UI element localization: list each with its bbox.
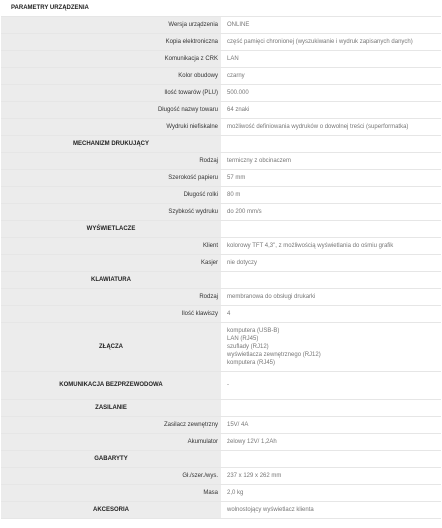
ports-list xyxy=(221,323,441,372)
spec-value: czarny xyxy=(221,68,441,85)
spec-row-kbtype xyxy=(1,289,441,306)
port-item: wyświetlacza zewnętrznego (RJ12) xyxy=(227,352,321,358)
spec-value: 57 mm xyxy=(221,170,441,187)
spec-value: nie dotyczy xyxy=(221,255,441,272)
section-header-params xyxy=(1,0,441,17)
spec-label: Masa xyxy=(1,485,221,502)
spec-row-printtype xyxy=(1,153,441,170)
section-header-power xyxy=(1,400,441,417)
spec-row-rolllen xyxy=(1,187,441,204)
spec-row-mass xyxy=(1,485,441,502)
port-item: szuflady (RJ12) xyxy=(227,344,269,350)
section-header-keyboard xyxy=(1,272,441,289)
section-header-accessories xyxy=(1,502,441,519)
port-item: LAN (RJ45) xyxy=(227,336,259,342)
section-header-wireless xyxy=(1,372,441,400)
spec-label: Wydruki niefiskalne xyxy=(1,119,221,136)
spec-value: - xyxy=(221,372,441,400)
port-item: komputera (RJ45) xyxy=(227,360,276,366)
section-spacer xyxy=(221,136,441,153)
spec-value: do 200 mm/s xyxy=(221,204,441,221)
section-header-display xyxy=(1,221,441,238)
specification-table-wrapper xyxy=(1,0,441,519)
spec-row-keys xyxy=(1,306,441,323)
spec-value: 64 znaki xyxy=(221,102,441,119)
spec-label: Kasjer xyxy=(1,255,221,272)
spec-label: Klient xyxy=(1,238,221,255)
section-title: MECHANIZM DRUKUJĄCY xyxy=(1,136,221,153)
section-header-dims xyxy=(1,451,441,468)
spec-value: membranowa do obsługi drukarki xyxy=(221,289,441,306)
spec-row-printspeed xyxy=(1,204,441,221)
spec-label: Szybkość wydruku xyxy=(1,204,221,221)
port-item: komputera (USB-B) xyxy=(227,328,280,334)
spec-value: część pamięci chronionej (wyszukiwanie i wydruk zapisanych danych) xyxy=(221,34,441,51)
spec-row-color xyxy=(1,68,441,85)
spec-row-version xyxy=(1,17,441,34)
spec-row-paperwidth xyxy=(1,170,441,187)
spec-label: Wersja urządzenia xyxy=(1,17,221,34)
spec-value: 80 m xyxy=(221,187,441,204)
section-header-mech xyxy=(1,136,441,153)
spec-value: 500.000 xyxy=(221,85,441,102)
spec-row-plu xyxy=(1,85,441,102)
section-spacer xyxy=(221,272,441,289)
section-title: AKCESORIA xyxy=(1,502,221,519)
spec-value: ONLINE xyxy=(221,17,441,34)
spec-value: wolnostojący wyświetlacz klienta xyxy=(221,502,441,519)
section-title: GABARYTY xyxy=(1,451,221,468)
section-title: WYŚWIETLACZE xyxy=(1,221,221,238)
spec-label: Kopia elektroniczna xyxy=(1,34,221,51)
spec-value: termiczny z obcinaczem xyxy=(221,153,441,170)
section-title: KLAWIATURA xyxy=(1,272,221,289)
spec-value: 4 xyxy=(221,306,441,323)
spec-value: LAN xyxy=(221,51,441,68)
spec-row-namelen xyxy=(1,102,441,119)
spec-label: Ilość klawiszy xyxy=(1,306,221,323)
spec-row-cashier xyxy=(1,255,441,272)
specification-table xyxy=(1,0,441,519)
spec-row-battery xyxy=(1,434,441,451)
spec-value: możliwość definiowania wydruków o dowolnej treści (superformatka) xyxy=(221,119,441,136)
spec-row-psu xyxy=(1,417,441,434)
spec-value: 237 x 129 x 262 mm xyxy=(221,468,441,485)
spec-label: Rodzaj xyxy=(1,289,221,306)
spec-label: Szerokość papieru xyxy=(1,170,221,187)
section-spacer xyxy=(221,400,441,417)
spec-value: kolorowy TFT 4,3", z możliwością wyświetlania do ośmiu grafik xyxy=(221,238,441,255)
spec-label: Kolor obudowy xyxy=(1,68,221,85)
section-header-ports xyxy=(1,323,441,372)
spec-row-nonfiscal xyxy=(1,119,441,136)
spec-row-size xyxy=(1,468,441,485)
section-spacer xyxy=(221,221,441,238)
spec-row-client xyxy=(1,238,441,255)
spec-label: Zasilacz zewnętrzny xyxy=(1,417,221,434)
spec-value: 15V/ 4A xyxy=(221,417,441,434)
section-title: ZŁĄCZA xyxy=(1,323,221,372)
spec-row-ecopy xyxy=(1,34,441,51)
section-title: PARAMETRY URZĄDZENIA xyxy=(1,0,441,17)
spec-label: Akumulator xyxy=(1,434,221,451)
spec-row-crk xyxy=(1,51,441,68)
spec-label: Rodzaj xyxy=(1,153,221,170)
spec-label: Długość nazwy towaru xyxy=(1,102,221,119)
spec-label: Komunikacja z CRK xyxy=(1,51,221,68)
spec-label: Gł./szer./wys. xyxy=(1,468,221,485)
section-title: ZASILANIE xyxy=(1,400,221,417)
spec-value: 2,0 kg xyxy=(221,485,441,502)
spec-value: żelowy 12V/ 1,2Ah xyxy=(221,434,441,451)
section-spacer xyxy=(221,451,441,468)
spec-label: Długość rolki xyxy=(1,187,221,204)
spec-label: Ilość towarów (PLU) xyxy=(1,85,221,102)
section-title: KOMUNIKACJA BEZPRZEWODOWA xyxy=(1,372,221,400)
